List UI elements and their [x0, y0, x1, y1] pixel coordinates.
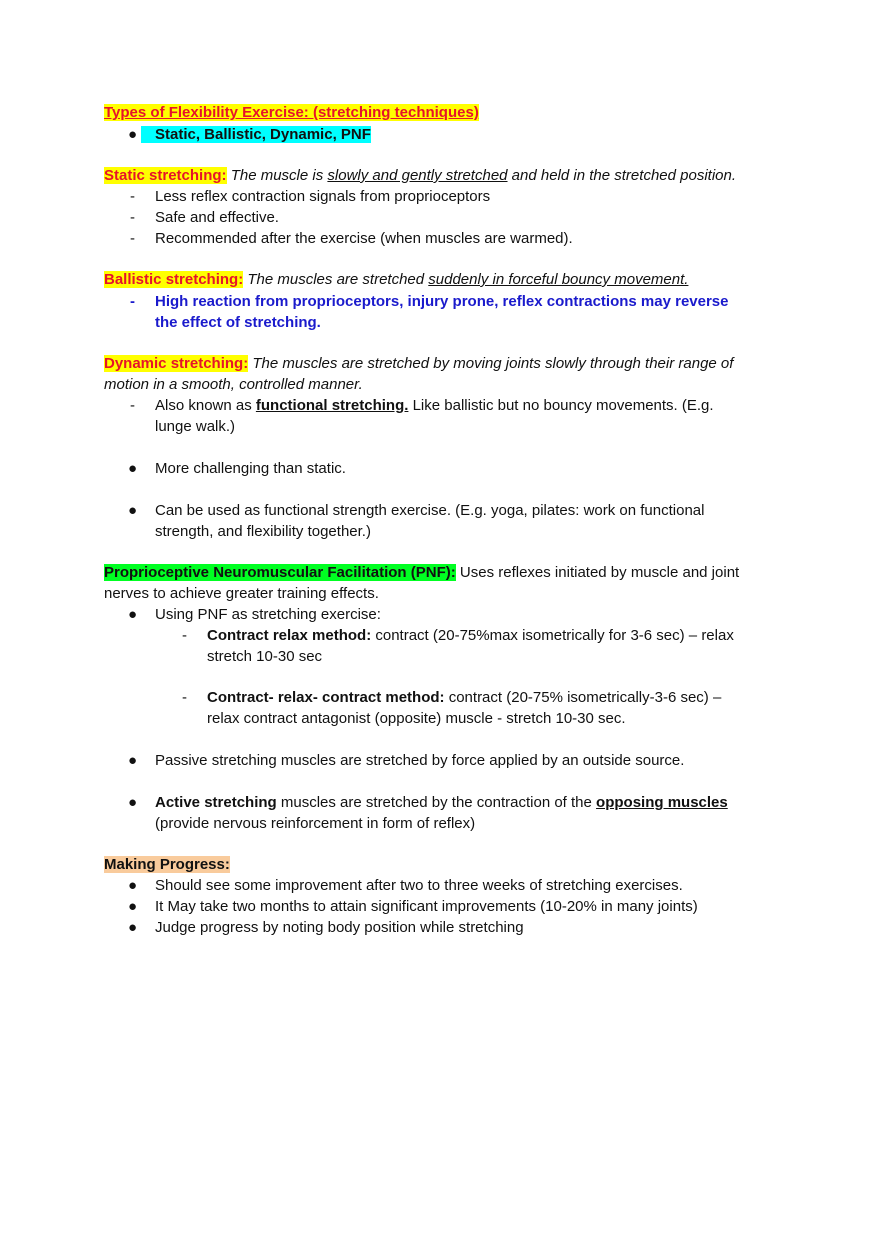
types-bullet	[141, 124, 371, 145]
bullet-marker: ●	[128, 460, 138, 477]
dynamic-desc-line1: The muscles are stretched by moving joints slowly through their range of	[248, 355, 734, 372]
pnf-method-1	[207, 625, 734, 646]
pnf-method-2-line2: relax contract antagonist (opposite) muscle - stretch 10-30 sec.	[207, 710, 626, 727]
pnf-active	[155, 792, 728, 813]
ballistic-heading-line	[104, 269, 688, 290]
bullet-marker: ●	[128, 919, 138, 936]
pnf-method-2	[207, 687, 721, 708]
dynamic-bullet-1: More challenging than static.	[155, 460, 346, 477]
dash-marker: -	[130, 209, 135, 226]
ballistic-item-line2: the effect of stretching.	[155, 314, 321, 331]
static-desc-underlined: slowly and gently stretched	[327, 167, 508, 184]
static-item-3: Recommended after the exercise (when muscles are warmed).	[155, 230, 573, 247]
bullet-marker: ●	[128, 794, 138, 811]
method1-label: Contract relax method:	[207, 627, 372, 644]
dash-marker: -	[182, 627, 187, 644]
static-desc-pre: The muscle is	[226, 167, 328, 184]
method2-label: Contract- relax- contract method:	[207, 689, 445, 706]
pnf-desc-line1: Uses reflexes initiated by muscle and joint	[455, 564, 740, 581]
bullet-marker: ●	[128, 752, 138, 769]
ballistic-item-line1: High reaction from proprioceptors, injury prone, reflex contractions may reverse	[155, 293, 729, 310]
static-item-2: Safe and effective.	[155, 209, 279, 226]
dynamic-item-1	[155, 395, 714, 416]
ballistic-desc-underlined: suddenly in forceful bouncy movement.	[428, 271, 689, 288]
progress-item-1: Should see some improvement after two to three weeks of stretching exercises.	[155, 877, 683, 894]
dash-marker: -	[130, 188, 135, 205]
active-text: muscles are stretched by the contraction of the	[276, 794, 597, 811]
dynamic-bullet-2-line1: Can be used as functional strength exercise. (E.g. yoga, pilates: work on functional	[155, 502, 705, 519]
dynamic-item-1-line2: lunge walk.)	[155, 418, 236, 435]
doc-title	[104, 102, 479, 123]
pnf-heading-line	[104, 562, 739, 583]
static-heading-line	[104, 165, 736, 186]
opposing-muscles-term: opposing muscles	[596, 794, 728, 811]
pnf-method-1-line2: stretch 10-30 sec	[207, 648, 323, 665]
bullet-marker: ●	[128, 877, 138, 894]
dynamic-item1-pre: Also known as	[155, 397, 256, 414]
static-item-1: Less reflex contraction signals from proprioceptors	[155, 188, 491, 205]
progress-heading-line	[104, 854, 230, 875]
static-desc-post: and held in the stretched position.	[507, 167, 737, 184]
pnf-using: Using PNF as stretching exercise:	[155, 606, 381, 623]
dash-marker: -	[130, 293, 135, 310]
dynamic-heading-line	[104, 353, 733, 374]
dynamic-item1-post: Like ballistic but no bouncy movements. (E.g.	[408, 397, 714, 414]
types-text: Static, Ballistic, Dynamic, PNF	[141, 126, 371, 143]
progress-heading: Making Progress:	[104, 856, 230, 873]
pnf-passive: Passive stretching muscles are stretched by force applied by an outside source.	[155, 752, 685, 769]
functional-stretching-term: functional stretching.	[255, 397, 409, 414]
progress-item-3: Judge progress by noting body position while stretching	[155, 919, 524, 936]
bullet-marker: ●	[128, 898, 138, 915]
dynamic-bullet-2-line2: strength, and flexibility together.)	[155, 523, 371, 540]
dash-marker: -	[130, 397, 135, 414]
ballistic-heading: Ballistic stretching:	[104, 271, 244, 288]
progress-item-2: It May take two months to attain significant improvements (10-20% in many joints)	[155, 898, 698, 915]
dash-marker: -	[130, 230, 135, 247]
title-text: Types of Flexibility Exercise: (stretching techniques)	[104, 104, 479, 121]
pnf-active-line2: (provide nervous reinforcement in form of reflex)	[155, 815, 476, 832]
pnf-desc-line2: nerves to achieve greater training effects.	[104, 585, 379, 602]
bullet-marker: ●	[128, 126, 138, 143]
static-heading: Static stretching:	[104, 167, 227, 184]
dynamic-heading: Dynamic stretching:	[104, 355, 249, 372]
method2-text: contract (20-75% isometrically-3-6 sec) –	[444, 689, 722, 706]
dash-marker: -	[182, 689, 187, 706]
bullet-marker: ●	[128, 502, 138, 519]
active-label: Active stretching	[155, 794, 277, 811]
pnf-heading: Proprioceptive Neuromuscular Facilitation (PNF):	[104, 564, 456, 581]
bullet-marker: ●	[128, 606, 138, 623]
ballistic-desc-pre: The muscles are stretched	[243, 271, 429, 288]
dynamic-desc-line2: motion in a smooth, controlled manner.	[104, 376, 363, 393]
method1-text: contract (20-75%max isometrically for 3-6 sec) – relax	[371, 627, 734, 644]
